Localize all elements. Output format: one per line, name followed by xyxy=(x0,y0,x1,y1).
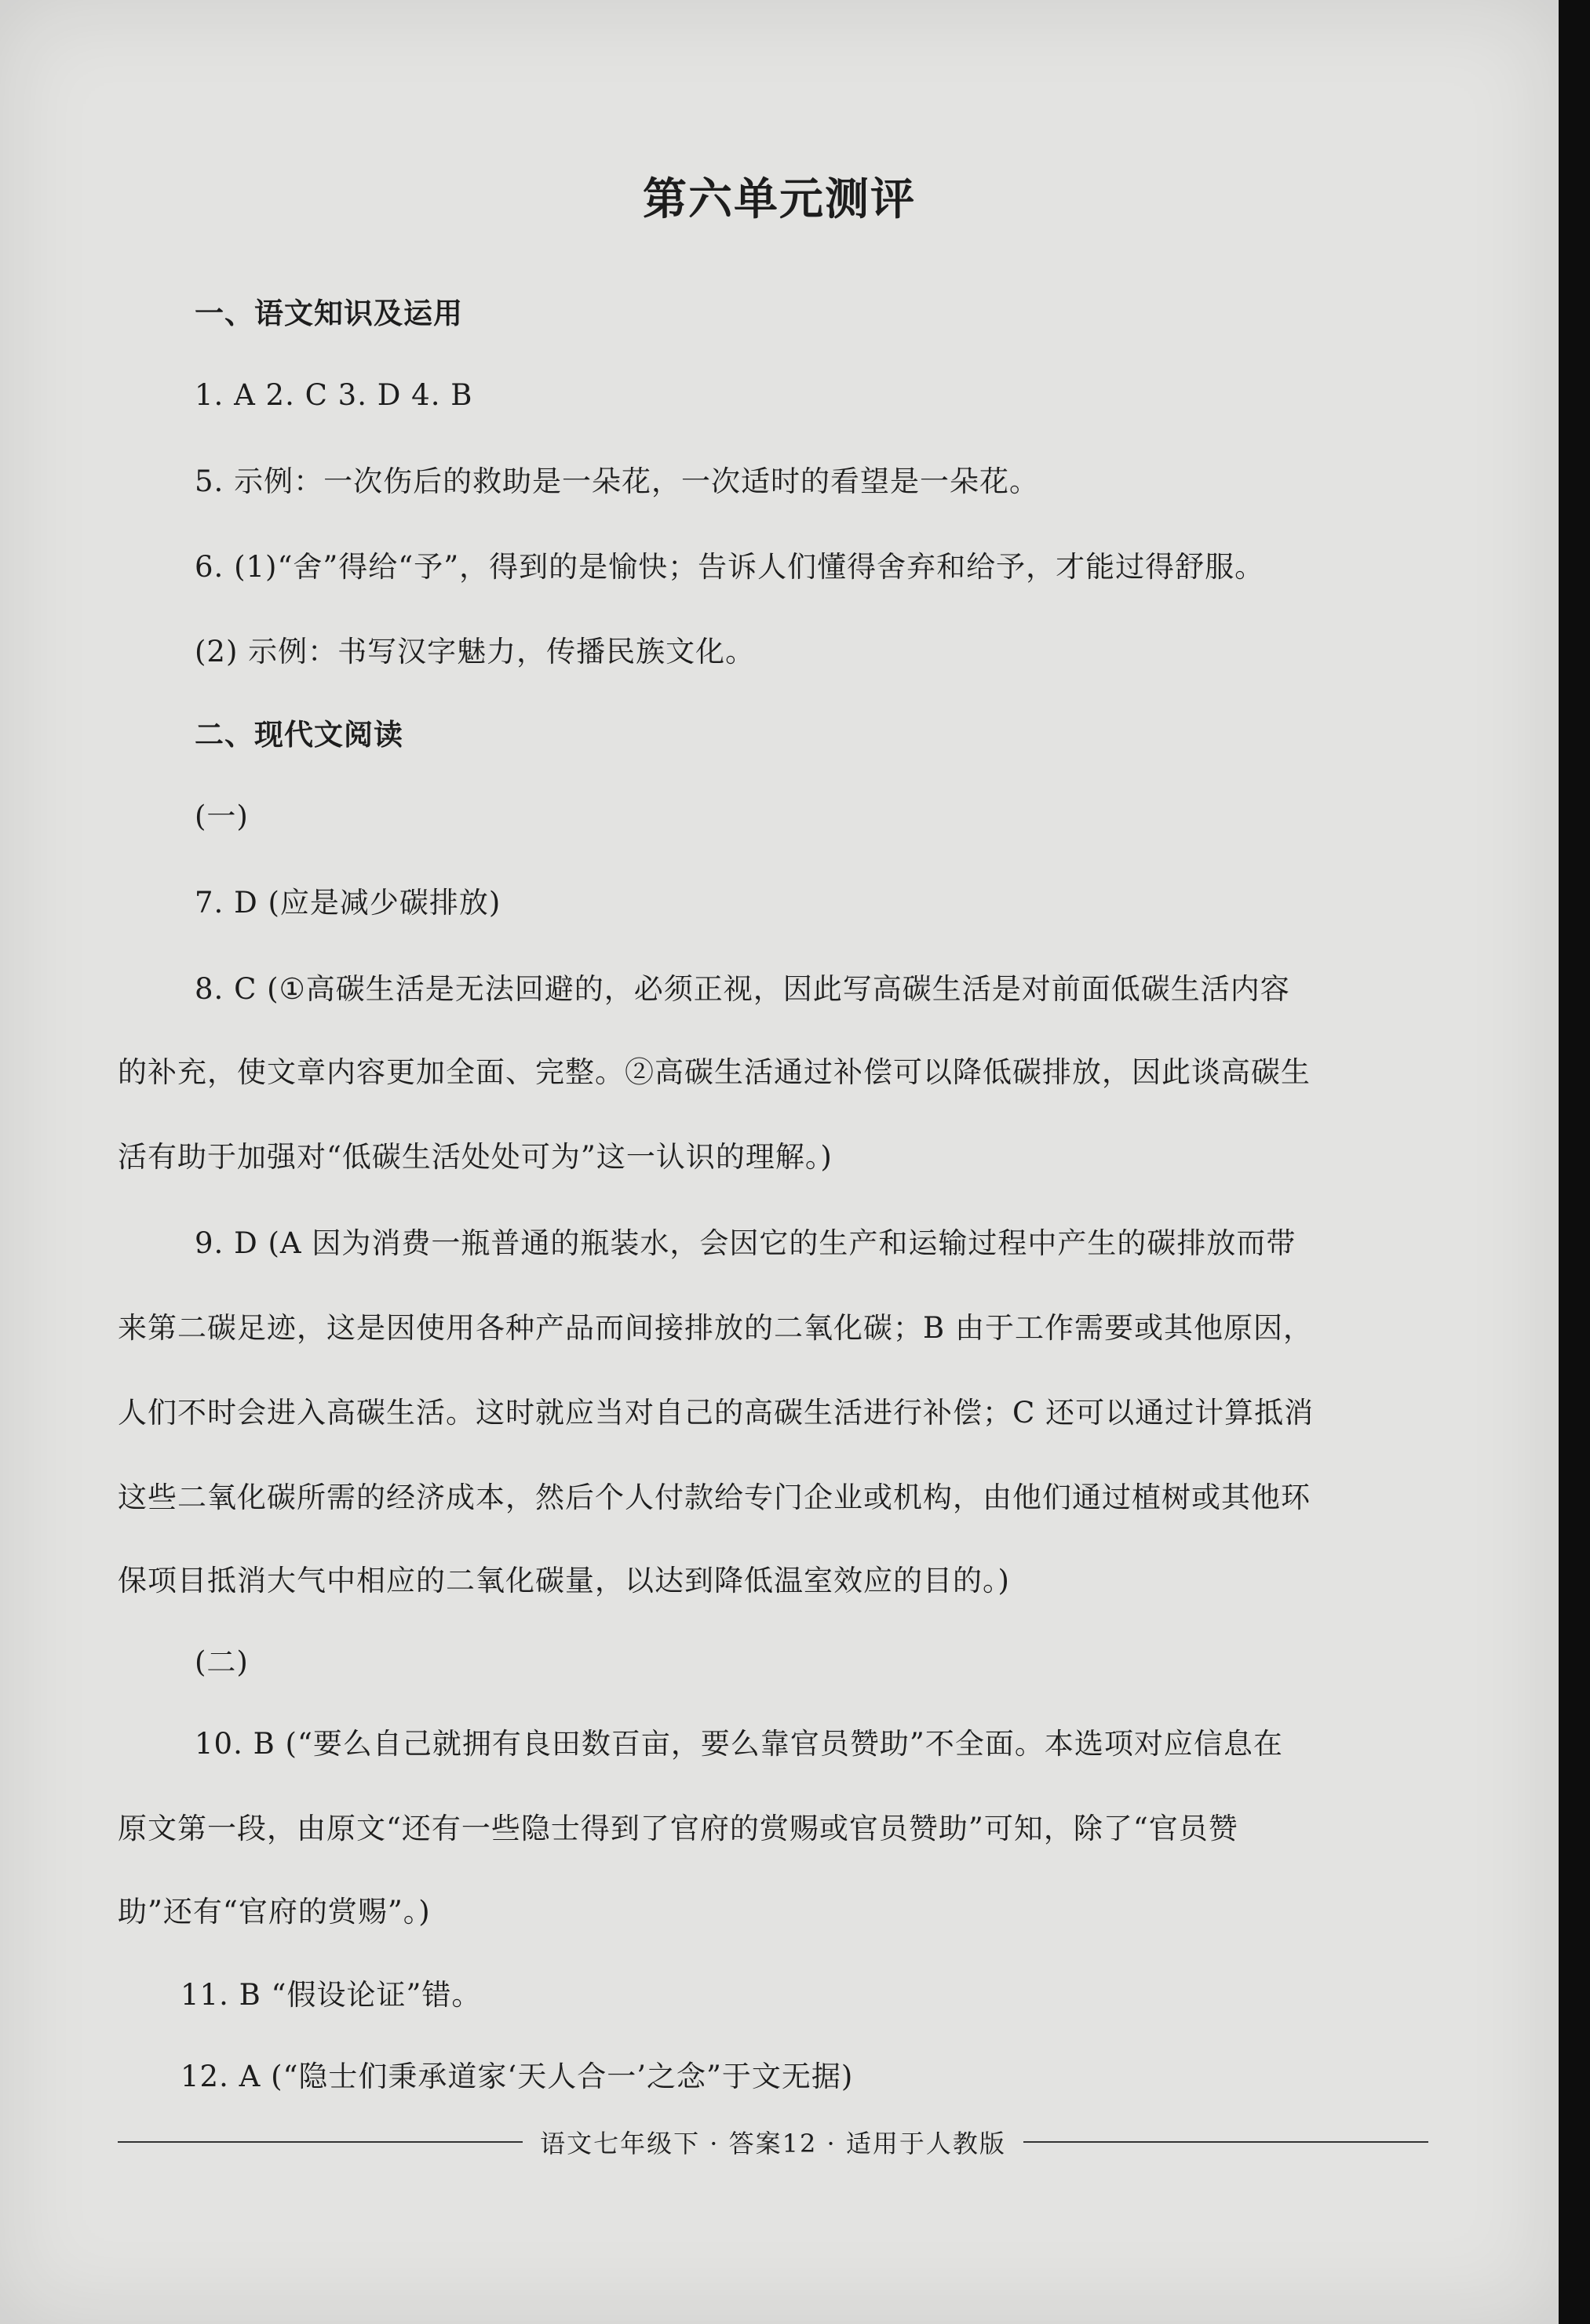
answer-line-11: 11. B “假设论证”错。 xyxy=(181,1978,482,2012)
page-title: 第六单元测评 xyxy=(643,174,916,225)
answer-line-8a: 8. C (①高碳生活是无法回避的，必须正视，因此写高碳生活是对前面低碳生活内容 xyxy=(195,972,1290,1006)
section-heading-2: 二、现代文阅读 xyxy=(195,718,403,752)
answer-line-9d: 这些二氧化碳所需的经济成本，然后个人付款给专门企业或机构，由他们通过植树或其他环 xyxy=(118,1481,1311,1514)
section-heading-1: 一、语文知识及运用 xyxy=(195,297,463,330)
answer-line-10b: 原文第一段，由原文“还有一些隐士得到了官府的赏赐或官员赞助”可知，除了“官员赞 xyxy=(118,1812,1238,1845)
answer-line-8b: 的补充，使文章内容更加全面、完整。②高碳生活通过补偿可以降低碳排放，因此谈高碳生 xyxy=(118,1055,1311,1089)
answer-line-1-4: 1. A 2. C 3. D 4. B xyxy=(195,378,473,412)
answer-line-10a: 10. B (“要么自己就拥有良田数百亩，要么靠官员赞助”不全面。本选项对应信息在 xyxy=(195,1727,1283,1761)
answer-line-10c: 助”还有“官府的赏赐”。) xyxy=(118,1895,431,1929)
footer-text: 语文七年级下 · 答案12 · 适用于人教版 xyxy=(540,2129,1006,2158)
answer-line-9a: 9. D (A 因为消费一瓶普通的瓶装水，会因它的生产和运输过程中产生的碳排放而带 xyxy=(195,1226,1296,1260)
subsection-label-2: (二) xyxy=(195,1645,249,1679)
answer-line-6-1: 6. (1)“舍”得给“予”，得到的是愉快；告诉人们懂得舍弃和给予，才能过得舒服。 xyxy=(195,550,1265,584)
answer-line-6-2: (2) 示例：书写汉字魅力，传播民族文化。 xyxy=(195,635,756,668)
footer-rule-right xyxy=(1023,2141,1428,2143)
answer-line-8c: 活有助于加强对“低碳生活处处可为”这一认识的理解。) xyxy=(118,1140,833,1174)
scan-edge xyxy=(1559,0,1590,2324)
answer-line-5: 5. 示例：一次伤后的救助是一朵花，一次适时的看望是一朵花。 xyxy=(195,464,1040,498)
page-footer xyxy=(118,2122,1428,2162)
footer-rule-left xyxy=(118,2141,523,2143)
answer-line-9c: 人们不时会进入高碳生活。这时就应当对自己的高碳生活进行补偿；C 还可以通过计算抵消 xyxy=(118,1396,1315,1430)
answer-line-9b: 来第二碳足迹，这是因使用各种产品而间接排放的二氧化碳；B 由于工作需要或其他原因， xyxy=(118,1311,1313,1345)
answer-line-12: 12. A (“隐士们秉承道家‘天人合一’之念”于文无据) xyxy=(181,2060,854,2093)
answer-line-9e: 保项目抵消大气中相应的二氧化碳量，以达到降低温室效应的目的。) xyxy=(118,1564,1010,1597)
answer-line-7: 7. D (应是减少碳排放) xyxy=(195,886,501,920)
subsection-label-1: (一) xyxy=(195,800,249,833)
